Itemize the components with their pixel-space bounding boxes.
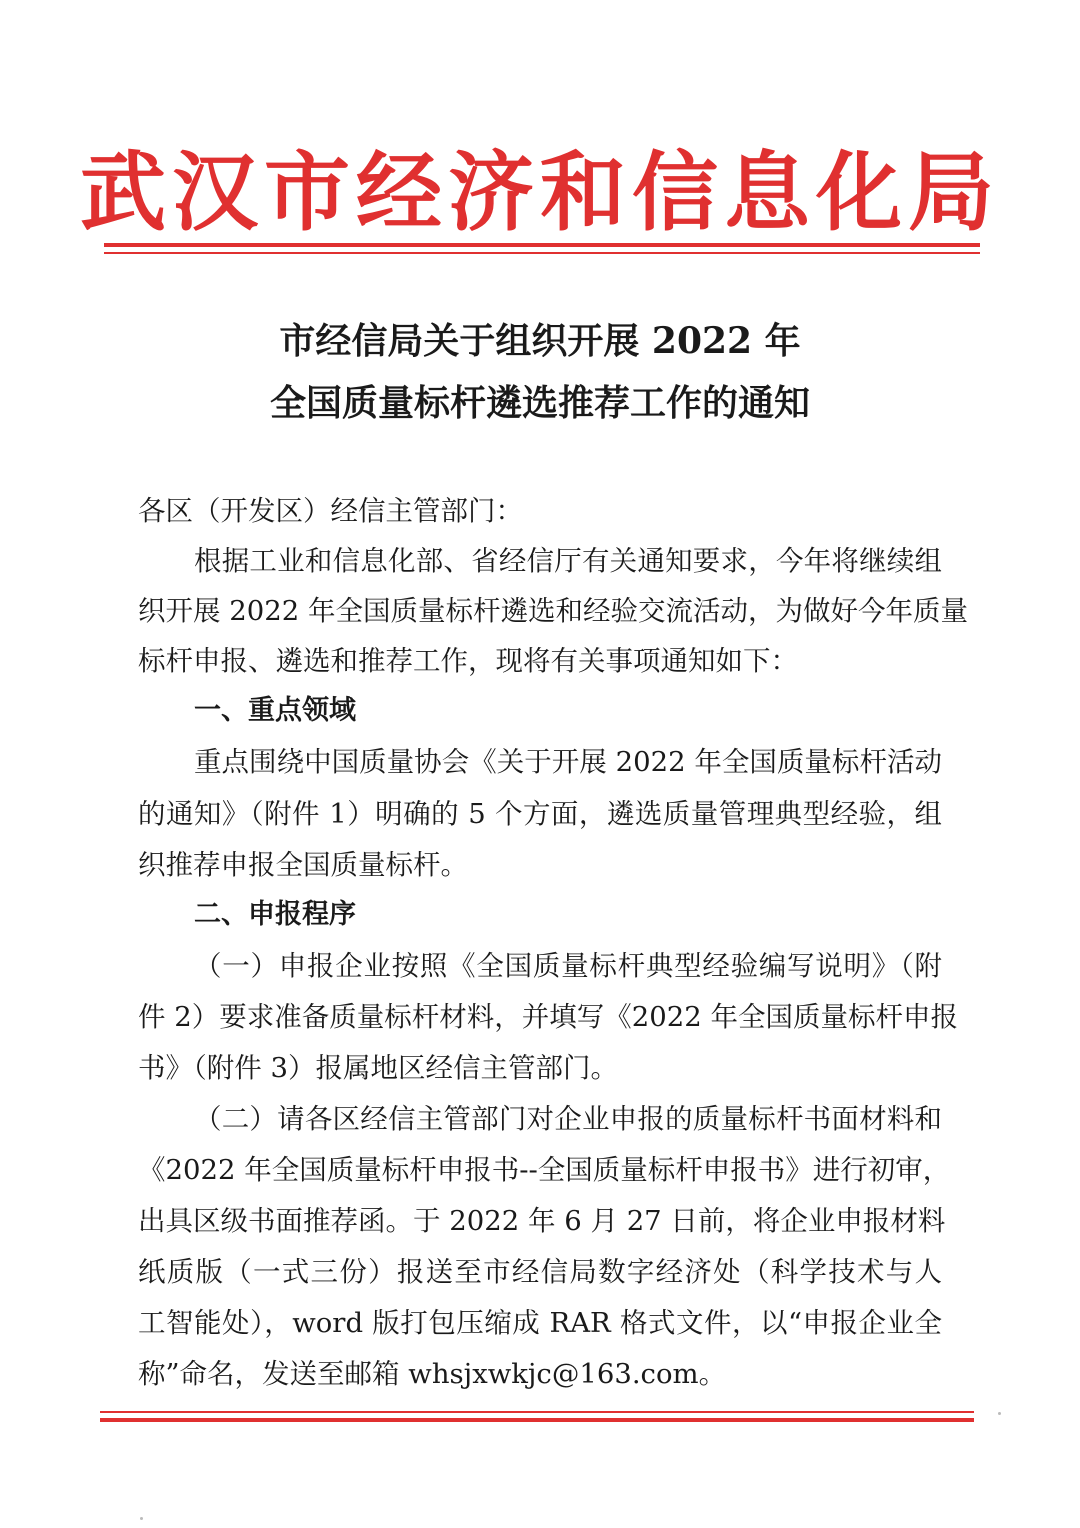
scan-speck (998, 1412, 1001, 1415)
salutation: 各区（开发区）经信主管部门： (138, 495, 523, 527)
scan-speck (140, 1517, 143, 1520)
section-2-item-1-line-1: （一）申报企业按照《全国质量标杆典型经验编写说明》（附 (194, 950, 942, 982)
section-1-line-2: 的通知》（附件 1）明确的 5 个方面，遴选质量管理典型经验，组 (138, 798, 942, 830)
section-2-item-2-line-4: 纸质版（一式三份）报送至市经信局数字经济处（科学技术与人 (138, 1256, 942, 1288)
footer-rule-thin (100, 1411, 974, 1413)
intro-line-3: 标杆申报、遴选和推荐工作，现将有关事项通知如下： (138, 645, 798, 677)
document-title-line-2: 全国质量标杆遴选推荐工作的通知 (269, 382, 810, 424)
section-2-item-2-line-1: （二）请各区经信主管部门对企业申报的质量标杆书面材料和 (194, 1103, 942, 1135)
section-2-item-2-line-6: 称”命名，发送至邮箱 whsjxwkjc@163.com。 (138, 1358, 727, 1390)
section-2-item-2-line-2: 《2022 年全国质量标杆申报书--全国质量标杆申报书》进行初审， (138, 1154, 951, 1186)
section-2-item-1-line-2: 件 2）要求准备质量标杆材料，并填写《2022 年全国质量标杆申报 (138, 1001, 958, 1033)
intro-line-2: 织开展 2022 年全国质量标杆遴选和经验交流活动，为做好今年质量 (138, 595, 968, 627)
section-1-heading: 一、重点领域 (194, 695, 356, 726)
section-1-line-1: 重点围绕中国质量协会《关于开展 2022 年全国质量标杆活动 (194, 746, 942, 778)
intro-line-1: 根据工业和信息化部、省经信厅有关通知要求，今年将继续组 (194, 545, 942, 577)
section-2-item-2-line-5: 工智能处），word 版打包压缩成 RAR 格式文件，以“申报企业全 (138, 1307, 942, 1339)
header-rule-thick (104, 243, 980, 247)
section-1-line-3: 织推荐申报全国质量标杆。 (138, 849, 468, 881)
section-2-item-2-line-3: 出具区级书面推荐函。于 2022 年 6 月 27 日前，将企业申报材料 (138, 1205, 946, 1237)
section-2-item-1-line-3: 书》（附件 3）报属地区经信主管部门。 (138, 1052, 618, 1084)
section-2-heading: 二、申报程序 (194, 899, 356, 930)
agency-header: 武汉市经济和信息化局 (80, 143, 1000, 243)
footer-rule-thick (100, 1418, 974, 1422)
header-rule-thin (104, 252, 980, 254)
document-title-line-1: 市经信局关于组织开展 2022 年 (279, 320, 801, 362)
